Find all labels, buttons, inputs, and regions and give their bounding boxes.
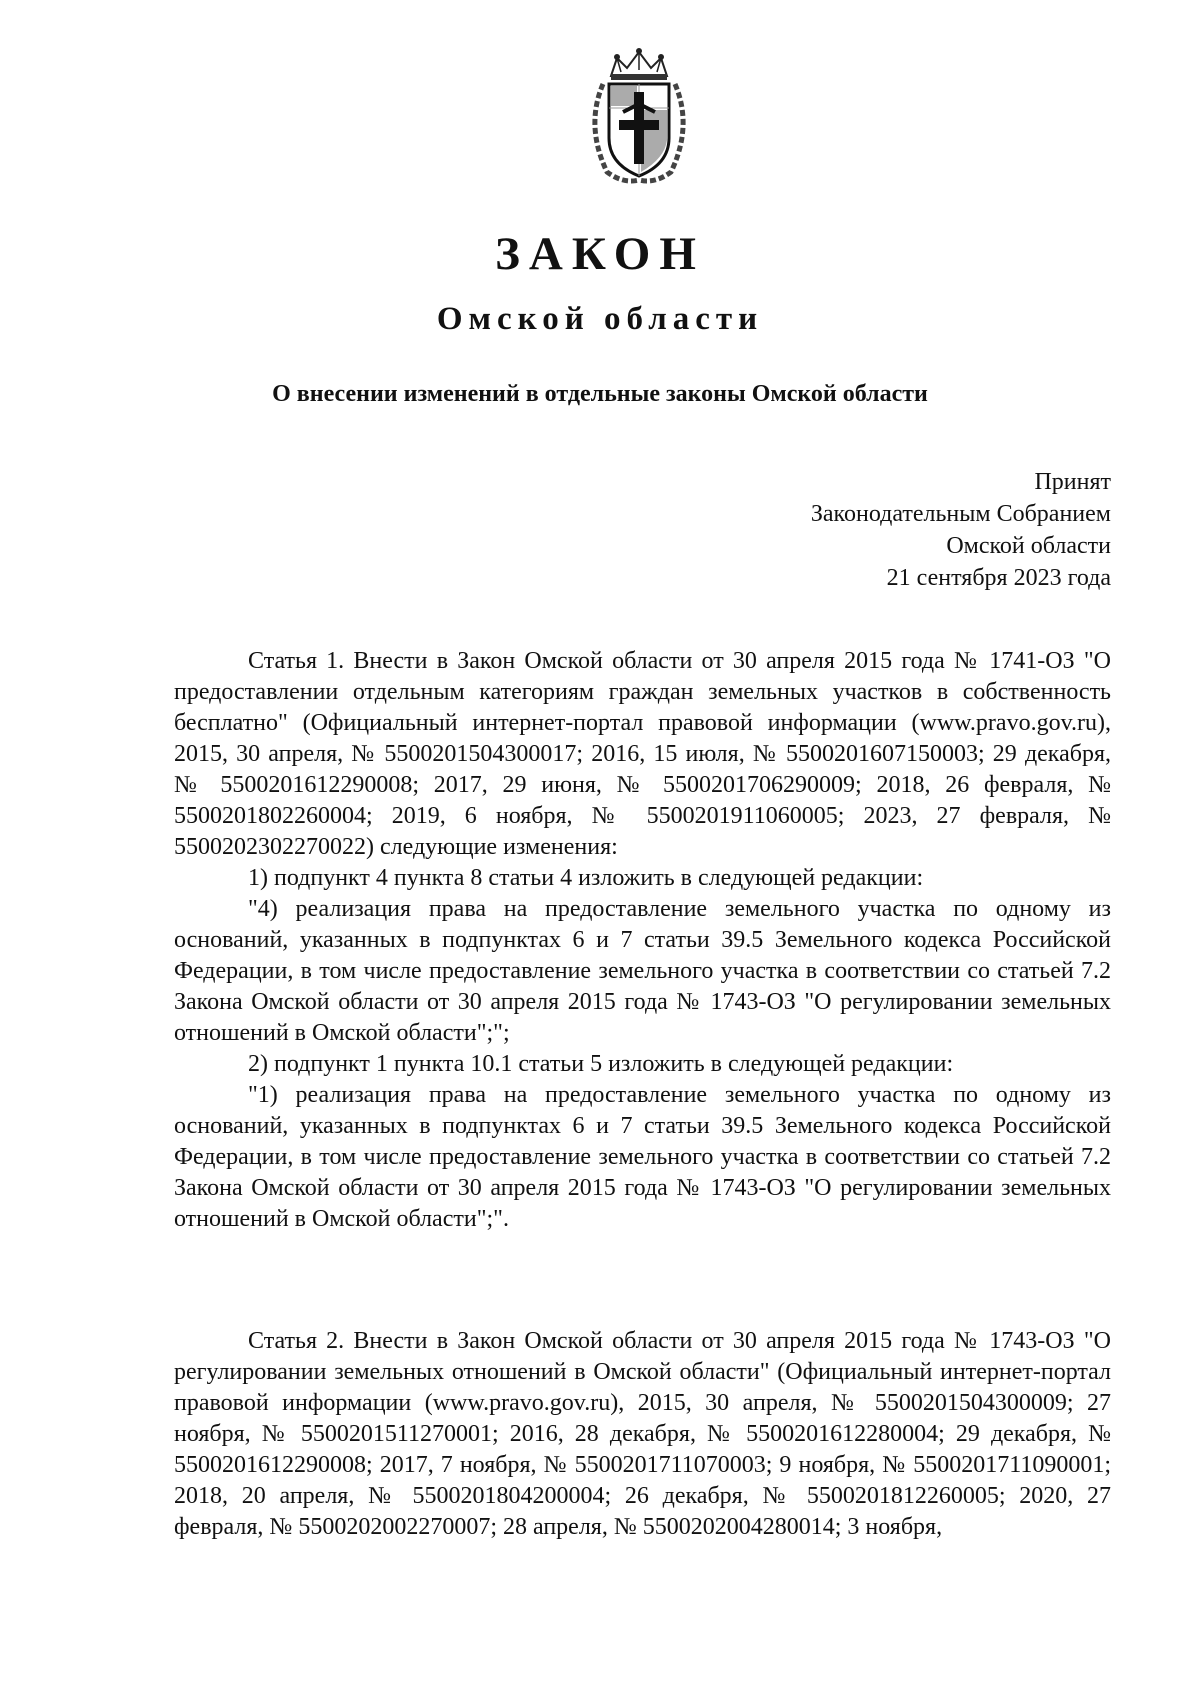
document-subtitle: Омской области [436, 301, 764, 337]
law-heading: О внесении изменений в отдельные законы Омской области [272, 381, 928, 407]
adoption-line: Принят [1034, 469, 1111, 495]
document-title: ЗАКОН [495, 228, 705, 280]
coat-of-arms-icon [581, 46, 697, 186]
article-1-item-1-text: "4) реализация права на предоставление земельного участка по одному из оснований, указанных в подпунктах 6 и 7 статьи 39.5 Земельного кодекса Российской Федерации, в том числе предоставление земельного участка в соответствии со статьей 7.2 Закона Омской области от 30 апреля 2015 года № 1743-ОЗ "О регулировании земельных отношений в Омской области";"; [174, 896, 1111, 1046]
article-2-intro: Статья 2. Внести в Закон Омской области от 30 апреля 2015 года № 1743-ОЗ "О регулировании земельных отношений в Омской области" (Официальный интернет-портал правовой информации (www.pravo.gov.ru), 2015, 30 апреля, № 5500201504300009; 27 ноября, № 5500201511270001; 2016, 28 декабря, № 5500201612280004; 29 декабря, № 5500201612290008; 2017, 7 ноября, № 5500201711070003; 9 ноября, № 5500201711090001; 2018, 20 апреля, № 5500201804200004; 26 декабря, № 5500201812260005; 2020, 27 февраля, № 5500202002270007; 28 апреля, № 5500202004280014; 3 ноября, [174, 1328, 1111, 1540]
adoption-block [811, 466, 1111, 594]
adoption-date: 21 сентября 2023 года [886, 565, 1111, 591]
adoption-line: Законодательным Собранием [810, 501, 1111, 527]
article-2 [174, 1326, 1111, 1543]
article-1-item-2-text: "1) реализация права на предоставление земельного участка по одному из оснований, указанных в подпунктах 6 и 7 статьи 39.5 Земельного кодекса Российской Федерации, в том числе предоставление земельного участка в соответствии со статьей 7.2 Закона Омской области от 30 апреля 2015 года № 1743-ОЗ "О регулировании земельных отношений в Омской области";". [174, 1082, 1111, 1232]
article-1-item-1: 1) подпункт 4 пункта 8 статьи 4 изложить в следующей редакции: [248, 865, 924, 891]
adoption-line: Омской области [946, 533, 1111, 559]
article-1-intro: Статья 1. Внести в Закон Омской области от 30 апреля 2015 года № 1741-ОЗ "О предоставлении отдельным категориям граждан земельных участков в собственность бесплатно" (Официальный интернет-портал правовой информации (www.pravo.gov.ru), 2015, 30 апреля, № 5500201504300017; 2016, 15 июля, № 5500201607150003; 29 декабря, № 5500201612290008; 2017, 29 июня, № 5500201706290009; 2018, 26 февраля, № 5500201802260004; 2019, 6 ноября, № 5500201911060005; 2023, 27 февраля, № 5500202302270022) следующие изменения: [174, 648, 1111, 860]
article-1 [174, 646, 1111, 1235]
article-1-item-2: 2) подпункт 1 пункта 10.1 статьи 5 изложить в следующей редакции: [248, 1051, 954, 1077]
